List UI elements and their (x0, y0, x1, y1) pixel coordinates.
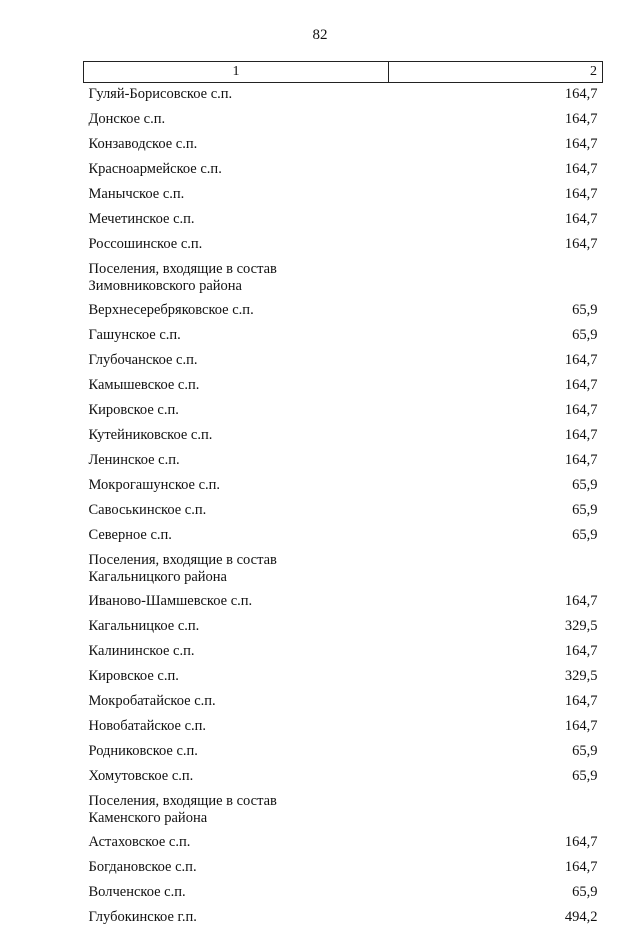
settlement-value: 65,9 (389, 324, 603, 349)
settlement-value (389, 258, 603, 299)
settlement-value: 65,9 (389, 881, 603, 906)
settlement-name: Родниковское с.п. (84, 740, 389, 765)
column-header-2: 2 (389, 62, 603, 83)
settlement-value: 164,7 (389, 399, 603, 424)
settlement-name: Богдановское с.п. (84, 856, 389, 881)
settlement-name: Кировское с.п. (84, 399, 389, 424)
settlement-value: 164,7 (389, 590, 603, 615)
settlement-value: 164,7 (389, 449, 603, 474)
table-row (84, 590, 603, 615)
table-row (84, 474, 603, 499)
table-header (84, 62, 603, 83)
group-heading-row (84, 258, 603, 299)
settlement-value: 329,5 (389, 665, 603, 690)
table-row (84, 108, 603, 133)
column-header-1: 1 (84, 62, 389, 83)
settlement-value: 164,7 (389, 690, 603, 715)
settlement-name: Камышевское с.п. (84, 374, 389, 399)
settlement-name: Гуляй-Борисовское с.п. (84, 83, 389, 109)
table-row (84, 324, 603, 349)
settlement-name: Верхнесеребряковское с.п. (84, 299, 389, 324)
settlement-name: Калининское с.п. (84, 640, 389, 665)
settlement-name: Россошинское с.п. (84, 233, 389, 258)
table-row (84, 299, 603, 324)
table-row (84, 715, 603, 740)
settlement-name: Мокрогашунское с.п. (84, 474, 389, 499)
table-row (84, 374, 603, 399)
settlement-name: Мечетинское с.п. (84, 208, 389, 233)
settlement-name: Северное с.п. (84, 524, 389, 549)
table-row (84, 740, 603, 765)
settlement-name: Новобатайское с.п. (84, 715, 389, 740)
settlement-name: Волченское с.п. (84, 881, 389, 906)
group-heading-row (84, 790, 603, 831)
settlement-value: 164,7 (389, 83, 603, 109)
settlement-value: 164,7 (389, 424, 603, 449)
table-row (84, 399, 603, 424)
settlement-name: Донское с.п. (84, 108, 389, 133)
table-row (84, 856, 603, 881)
table-row (84, 831, 603, 856)
table-row (84, 449, 603, 474)
settlement-value: 164,7 (389, 233, 603, 258)
settlement-value: 164,7 (389, 715, 603, 740)
settlement-value: 65,9 (389, 299, 603, 324)
settlement-name: Гашунское с.п. (84, 324, 389, 349)
settlement-value: 65,9 (389, 765, 603, 790)
table-row (84, 424, 603, 449)
settlement-value: 164,7 (389, 374, 603, 399)
group-heading: Поселения, входящие в состав Каменского района (84, 790, 389, 831)
table-row (84, 349, 603, 374)
page-number: 82 (0, 27, 640, 44)
settlement-name: Манычское с.п. (84, 183, 389, 208)
table-row (84, 208, 603, 233)
table-row (84, 640, 603, 665)
table-row (84, 881, 603, 906)
table-row (84, 690, 603, 715)
settlement-value: 65,9 (389, 474, 603, 499)
settlement-name: Глубочанское с.п. (84, 349, 389, 374)
settlement-name: Конзаводское с.п. (84, 133, 389, 158)
table-row (84, 765, 603, 790)
settlement-name: Мокробатайское с.п. (84, 690, 389, 715)
settlement-value: 164,7 (389, 856, 603, 881)
header-row (84, 62, 603, 83)
table-row (84, 133, 603, 158)
settlement-value (389, 549, 603, 590)
settlement-value: 164,7 (389, 183, 603, 208)
settlement-name: Астаховское с.п. (84, 831, 389, 856)
settlement-name: Хомутовское с.п. (84, 765, 389, 790)
settlement-value: 164,7 (389, 208, 603, 233)
settlement-value: 329,5 (389, 615, 603, 640)
table-row (84, 499, 603, 524)
settlement-value (389, 790, 603, 831)
settlement-value: 164,7 (389, 640, 603, 665)
settlement-value: 494,2 (389, 906, 603, 931)
table-row (84, 158, 603, 183)
table-row (84, 906, 603, 931)
settlement-value: 65,9 (389, 740, 603, 765)
table-row (84, 183, 603, 208)
settlement-value: 164,7 (389, 158, 603, 183)
settlement-name: Ленинское с.п. (84, 449, 389, 474)
settlement-name: Кутейниковское с.п. (84, 424, 389, 449)
settlement-value: 65,9 (389, 499, 603, 524)
table-row (84, 524, 603, 549)
table-row (84, 83, 603, 109)
settlement-value: 164,7 (389, 349, 603, 374)
settlement-value: 65,9 (389, 524, 603, 549)
settlement-value: 164,7 (389, 133, 603, 158)
settlement-name: Савоськинское с.п. (84, 499, 389, 524)
settlement-name: Красноармейское с.п. (84, 158, 389, 183)
table-row (84, 665, 603, 690)
settlement-value: 164,7 (389, 108, 603, 133)
settlement-name: Кагальницкое с.п. (84, 615, 389, 640)
group-heading-row (84, 549, 603, 590)
table-body (84, 83, 603, 931)
settlements-table (83, 61, 603, 931)
settlement-name: Кировское с.п. (84, 665, 389, 690)
group-heading: Поселения, входящие в состав Кагальницкого района (84, 549, 389, 590)
settlement-name: Иваново-Шамшевское с.п. (84, 590, 389, 615)
settlement-value: 164,7 (389, 831, 603, 856)
group-heading: Поселения, входящие в состав Зимовниковского района (84, 258, 389, 299)
table-row (84, 233, 603, 258)
table-row (84, 615, 603, 640)
settlement-name: Глубокинское г.п. (84, 906, 389, 931)
